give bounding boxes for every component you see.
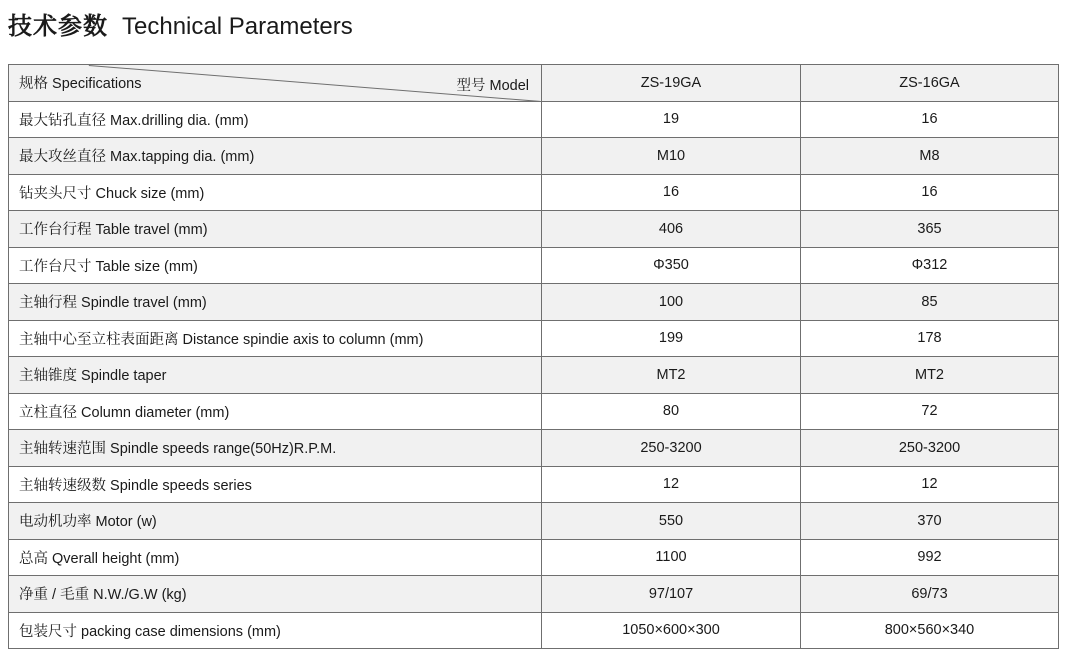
parameter-value-1: 406 [542,211,801,248]
parameter-value-1: M10 [542,138,801,175]
parameter-value-1: 1050×600×300 [542,612,801,649]
parameter-name: 主轴行程 Spindle travel (mm) [9,284,542,321]
table-row [9,138,1059,175]
parameter-value-1: 250-3200 [542,430,801,467]
parameter-value-2: MT2 [801,357,1059,394]
parameter-value-2: 85 [801,284,1059,321]
model-header-1: ZS-19GA [542,65,801,102]
page-title [8,12,353,42]
parameter-value-2: 178 [801,320,1059,357]
parameter-value-2: 16 [801,174,1059,211]
parameter-value-2: 16 [801,101,1059,138]
parameter-value-2: M8 [801,138,1059,175]
specifications-table [8,64,1059,649]
parameter-value-1: 19 [542,101,801,138]
parameter-value-1: 80 [542,393,801,430]
parameter-name: 主轴转速级数 Spindle speeds series [9,466,542,503]
table-row [9,174,1059,211]
parameter-value-2: 69/73 [801,576,1059,613]
model-header-2: ZS-16GA [801,65,1059,102]
parameter-name: 包装尺寸 packing case dimensions (mm) [9,612,542,649]
table-row [9,393,1059,430]
table-row [9,576,1059,613]
parameter-value-1: Φ350 [542,247,801,284]
parameter-name: 工作台尺寸 Table size (mm) [9,247,542,284]
table-header-row [9,65,1059,102]
table-row [9,101,1059,138]
parameter-value-2: Φ312 [801,247,1059,284]
table-row [9,612,1059,649]
table-row [9,247,1059,284]
parameter-name: 主轴中心至立柱表面距离 Distance spindie axis to column (mm) [9,320,542,357]
parameter-value-1: 12 [542,466,801,503]
model-column-label: 型号 Model [456,77,529,94]
table-row [9,211,1059,248]
parameter-value-1: 550 [542,503,801,540]
page-title-cn: 技术参数 [8,13,108,40]
table-row [9,357,1059,394]
parameter-value-1: 1100 [542,539,801,576]
parameter-value-1: 97/107 [542,576,801,613]
table-row [9,320,1059,357]
parameter-value-1: 199 [542,320,801,357]
header-split-cell [9,65,542,102]
parameter-name: 立柱直径 Column diameter (mm) [9,393,542,430]
parameter-value-2: 992 [801,539,1059,576]
parameter-name: 最大钻孔直径 Max.drilling dia. (mm) [9,101,542,138]
table-row [9,466,1059,503]
page-title-en: Technical Parameters [122,13,353,40]
parameter-value-2: 800×560×340 [801,612,1059,649]
parameter-value-2: 365 [801,211,1059,248]
parameter-value-1: MT2 [542,357,801,394]
parameter-value-2: 72 [801,393,1059,430]
parameter-name: 主轴锥度 Spindle taper [9,357,542,394]
table-row [9,539,1059,576]
table-row [9,284,1059,321]
parameter-name: 主轴转速范围 Spindle speeds range(50Hz)R.P.M. [9,430,542,467]
parameter-value-1: 100 [542,284,801,321]
spec-column-label: 规格 Specifications [19,76,142,92]
table-row [9,430,1059,467]
parameter-value-2: 370 [801,503,1059,540]
parameter-name: 净重 / 毛重 N.W./G.W (kg) [9,576,542,613]
parameter-name: 总高 Qverall height (mm) [9,539,542,576]
parameter-name: 电动机功率 Motor (w) [9,503,542,540]
parameter-name: 钻夹头尺寸 Chuck size (mm) [9,174,542,211]
parameter-value-1: 16 [542,174,801,211]
parameter-value-2: 12 [801,466,1059,503]
table-row [9,503,1059,540]
parameter-name: 工作台行程 Table travel (mm) [9,211,542,248]
parameter-value-2: 250-3200 [801,430,1059,467]
parameter-name: 最大攻丝直径 Max.tapping dia. (mm) [9,138,542,175]
